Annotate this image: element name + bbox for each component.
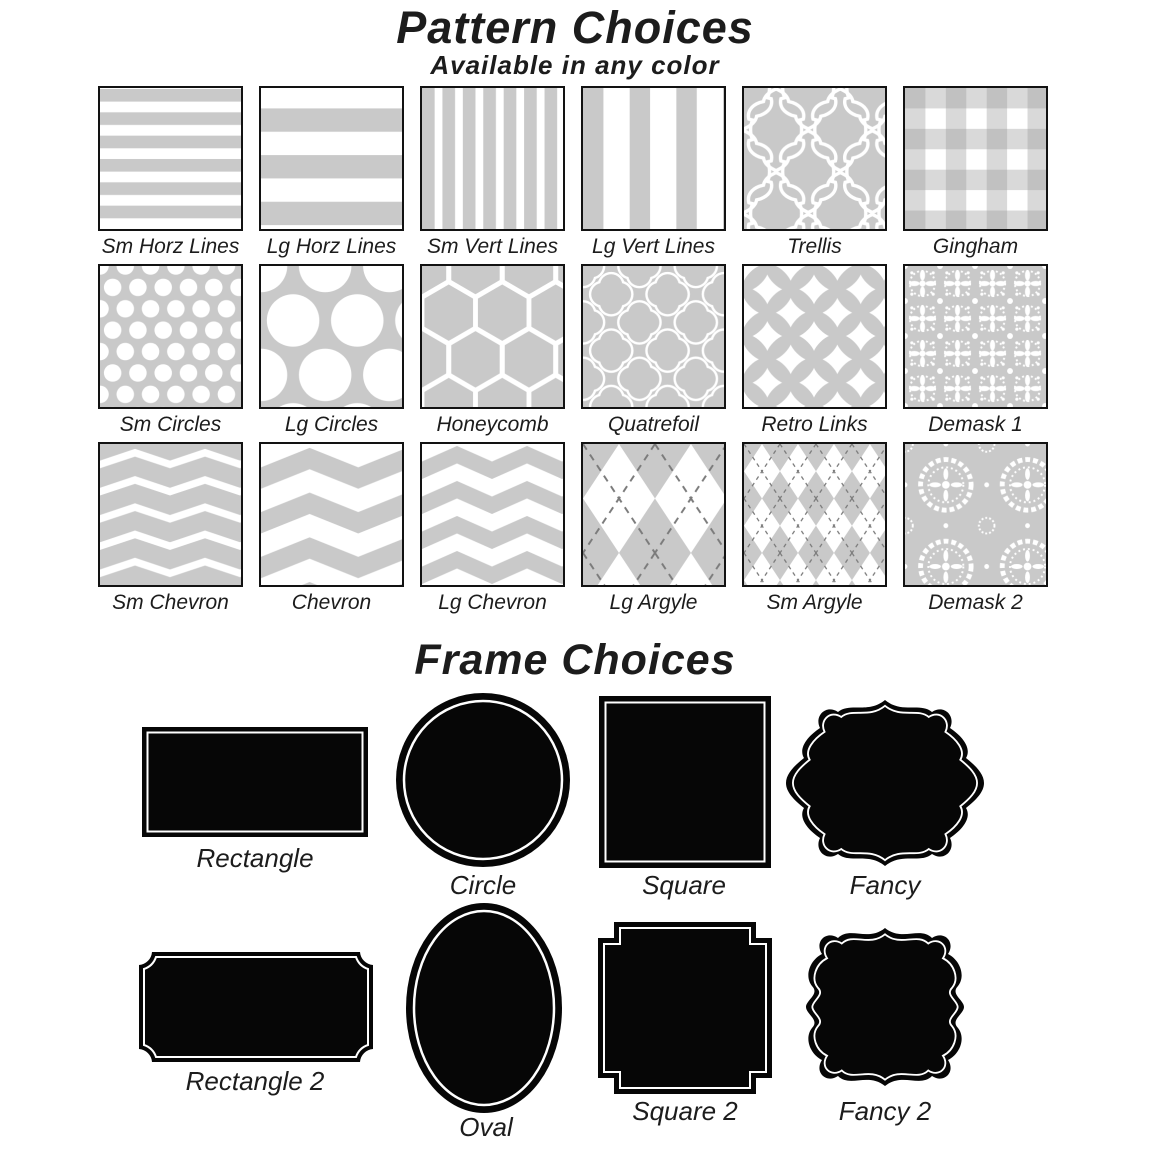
pattern-label: Lg Circles xyxy=(284,413,379,436)
pattern-label: Gingham xyxy=(932,235,1019,258)
pattern-label: Chevron xyxy=(291,591,372,614)
pattern-label: Retro Links xyxy=(761,413,868,436)
swatch-cell-sm-horz-lines xyxy=(98,86,243,264)
lg-circles-swatch xyxy=(259,264,404,409)
swatch-cell-demask-2 xyxy=(903,442,1048,620)
lg-chevron-swatch xyxy=(420,442,565,587)
swatch-cell-lg-argyle xyxy=(581,442,726,620)
demask-1-swatch xyxy=(903,264,1048,409)
pattern-grid xyxy=(98,86,1048,620)
frame-label: Circle xyxy=(449,870,517,900)
pattern-label: Trellis xyxy=(787,235,842,258)
pattern-label: Sm Horz Lines xyxy=(101,235,240,258)
pattern-label: Sm Circles xyxy=(119,413,222,436)
pattern-label: Lg Horz Lines xyxy=(266,235,397,258)
pattern-section-subtitle: Available in any color xyxy=(430,50,720,80)
fancy-2-frame xyxy=(798,920,972,1094)
frame-label: Fancy 2 xyxy=(838,1096,932,1126)
swatch-cell-sm-vert-lines xyxy=(420,86,565,264)
lg-vert-lines-swatch xyxy=(581,86,726,231)
square-2-frame xyxy=(597,921,773,1095)
sm-horz-lines-swatch xyxy=(98,86,243,231)
swatch-cell-lg-chevron xyxy=(420,442,565,620)
trellis-swatch xyxy=(742,86,887,231)
honeycomb-swatch xyxy=(420,264,565,409)
gingham-swatch xyxy=(903,86,1048,231)
pattern-label: Quatrefoil xyxy=(607,413,700,436)
square-frame xyxy=(598,695,772,869)
swatch-cell-trellis xyxy=(742,86,887,264)
demask-2-swatch xyxy=(903,442,1048,587)
swatch-cell-sm-circles xyxy=(98,264,243,442)
chevron-swatch xyxy=(259,442,404,587)
swatch-cell-retro-links xyxy=(742,264,887,442)
pattern-label: Sm Argyle xyxy=(766,591,863,614)
lg-argyle-swatch xyxy=(581,442,726,587)
swatch-cell-quatrefoil xyxy=(581,264,726,442)
swatch-cell-gingham xyxy=(903,86,1048,264)
swatch-cell-sm-chevron xyxy=(98,442,243,620)
sm-argyle-swatch xyxy=(742,442,887,587)
quatrefoil-swatch xyxy=(581,264,726,409)
lg-horz-lines-swatch xyxy=(259,86,404,231)
pattern-label: Lg Vert Lines xyxy=(592,235,715,258)
swatch-cell-lg-horz-lines xyxy=(259,86,404,264)
swatch-cell-sm-argyle xyxy=(742,442,887,620)
sm-vert-lines-swatch xyxy=(420,86,565,231)
frame-label: Rectangle xyxy=(196,843,314,873)
pattern-label: Demask 1 xyxy=(928,413,1023,436)
swatch-cell-chevron xyxy=(259,442,404,620)
sm-chevron-swatch xyxy=(98,442,243,587)
sm-circles-swatch xyxy=(98,264,243,409)
pattern-label: Sm Chevron xyxy=(112,591,229,614)
rectangle-frame xyxy=(142,727,368,839)
swatch-cell-lg-vert-lines xyxy=(581,86,726,264)
frame-label: Rectangle 2 xyxy=(185,1066,325,1096)
frame-label: Square 2 xyxy=(632,1096,738,1126)
frame-section-title: Frame Choices xyxy=(414,636,736,684)
pattern-label: Sm Vert Lines xyxy=(426,235,559,258)
swatch-cell-lg-circles xyxy=(259,264,404,442)
pattern-section-title: Pattern Choices xyxy=(396,2,754,53)
frame-label: Oval xyxy=(459,1112,513,1142)
pattern-label: Lg Chevron xyxy=(438,591,547,614)
frame-label: Fancy xyxy=(849,870,921,900)
swatch-cell-honeycomb xyxy=(420,264,565,442)
rectangle-2-frame xyxy=(138,951,374,1063)
circle-frame xyxy=(395,692,571,868)
swatch-cell-demask-1 xyxy=(903,264,1048,442)
pattern-label: Honeycomb xyxy=(436,413,549,436)
retro-links-swatch xyxy=(742,264,887,409)
pattern-label: Lg Argyle xyxy=(609,591,698,614)
frame-label: Square xyxy=(642,870,726,900)
fancy-frame xyxy=(780,694,990,872)
oval-frame xyxy=(405,902,563,1114)
pattern-label: Demask 2 xyxy=(928,591,1023,614)
